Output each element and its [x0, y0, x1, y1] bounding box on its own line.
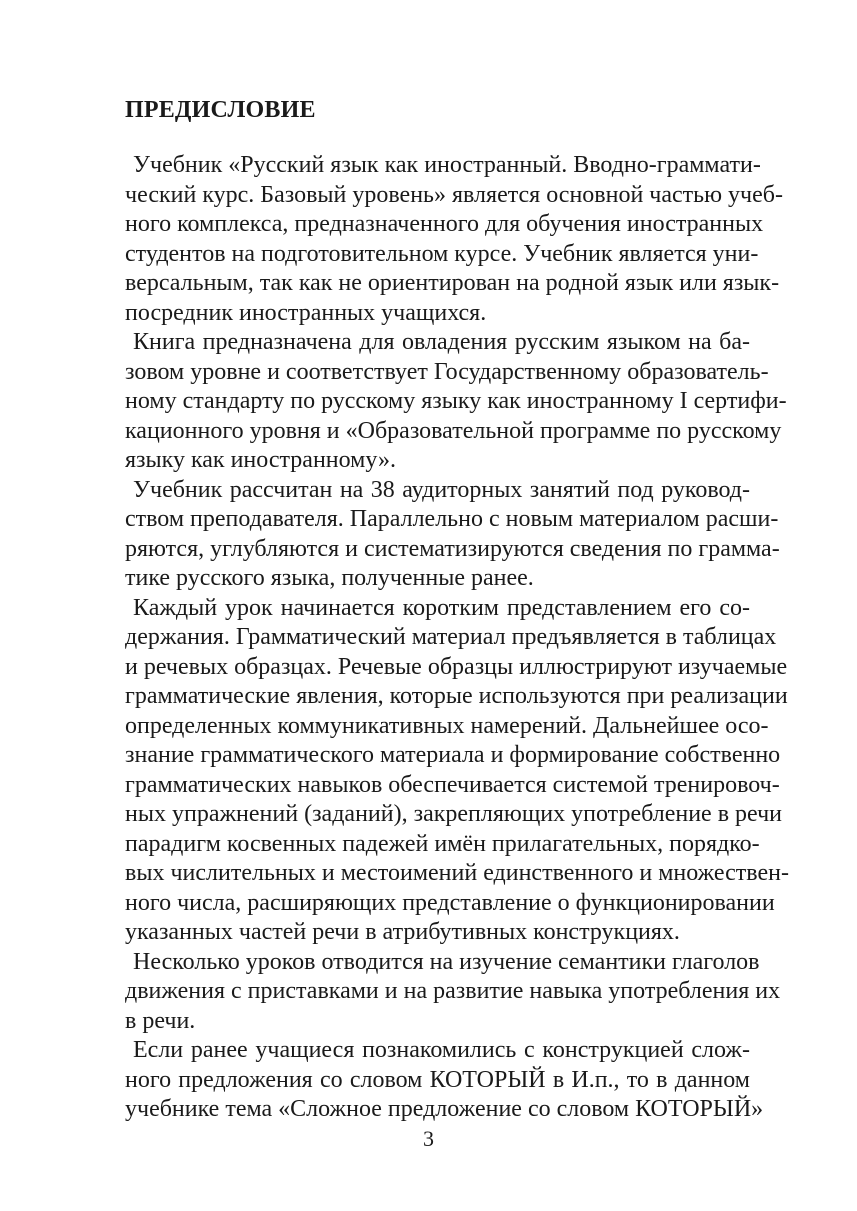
text-line: ного числа, расширяющих представление о функционировании [125, 889, 775, 916]
text-line: ному стандарту по русскому языку как иностранному I сертифи- [125, 388, 787, 414]
page-number: 3 [423, 1126, 434, 1151]
text-line: грамматических навыков обеспечивается системой тренировоч- [125, 771, 780, 798]
text-line: указанных частей речи в атрибутивных конструкциях. [125, 919, 680, 945]
text-line: ряются, углубляются и систематизируются сведения по грамма- [125, 535, 780, 562]
text-line: грамматические явления, которые используются при реализации [125, 683, 788, 709]
text-line: языку как иностранному». [125, 447, 396, 473]
text-line: ного предложения со словом КОТОРЫЙ в И.п., то в данном [125, 1066, 750, 1093]
paragraph [117, 594, 789, 948]
page-title: ПРЕДИСЛОВИЕ [125, 97, 316, 123]
paragraph [117, 476, 780, 594]
paragraph [117, 328, 787, 476]
text-line: Учебник рассчитан на 38 аудиторных занятий под руковод- [133, 476, 750, 503]
text-line: Несколько уроков отводится на изучение семантики глаголов [133, 948, 760, 975]
text-line: Каждый урок начинается коротким представлением его со- [133, 594, 750, 621]
text-line: Книга предназначена для овладения русским языком на ба- [133, 329, 750, 355]
paragraph [117, 151, 783, 328]
text-line: зовом уровне и соответствует Государственному образователь- [125, 358, 769, 385]
paragraph [117, 948, 781, 1037]
text-line: версальным, так как не ориентирован на родной язык или язык- [125, 270, 780, 296]
preface-body [117, 151, 789, 1125]
text-line: определенных коммуникативных намерений. Дальнейшее осо- [125, 712, 769, 739]
text-line: кационного уровня и «Образовательной программе по русскому [125, 417, 782, 444]
paragraph [117, 1036, 764, 1125]
text-line: Если ранее учащиеся познакомились с конструкцией слож- [133, 1037, 750, 1063]
text-line: посредник иностранных учащихся. [125, 299, 487, 326]
text-line: движения с приставками и на развитие навыка употребления их [125, 978, 781, 1004]
text-line: Учебник «Русский язык как иностранный. Вводно-граммати- [133, 152, 761, 178]
text-line: держания. Грамматический материал предъявляется в таблицах [125, 624, 777, 650]
text-line: парадигм косвенных падежей имён прилагательных, порядко- [125, 830, 760, 857]
text-line: учебнике тема «Сложное предложение со словом КОТОРЫЙ» [125, 1096, 764, 1122]
text-line: вых числительных и местоимений единственного и множествен- [125, 860, 789, 886]
text-line: ством преподавателя. Параллельно с новым материалом расши- [125, 506, 779, 532]
text-line: знание грамматического материала и формирование собственно [125, 742, 781, 768]
text-line: студентов на подготовительном курсе. Учебник является уни- [125, 240, 759, 267]
text-line: и речевых образцах. Речевые образцы иллюстрируют изучаемые [125, 653, 788, 680]
text-line: тике русского языка, полученные ранее. [125, 565, 534, 591]
text-line: ных упражнений (заданий), закрепляющих употребление в речи [125, 801, 782, 827]
text-line: ческий курс. Базовый уровень» является основной частью учеб- [125, 181, 783, 208]
text-line: в речи. [125, 1007, 196, 1034]
text-line: ного комплекса, предназначенного для обучения иностранных [125, 211, 764, 237]
